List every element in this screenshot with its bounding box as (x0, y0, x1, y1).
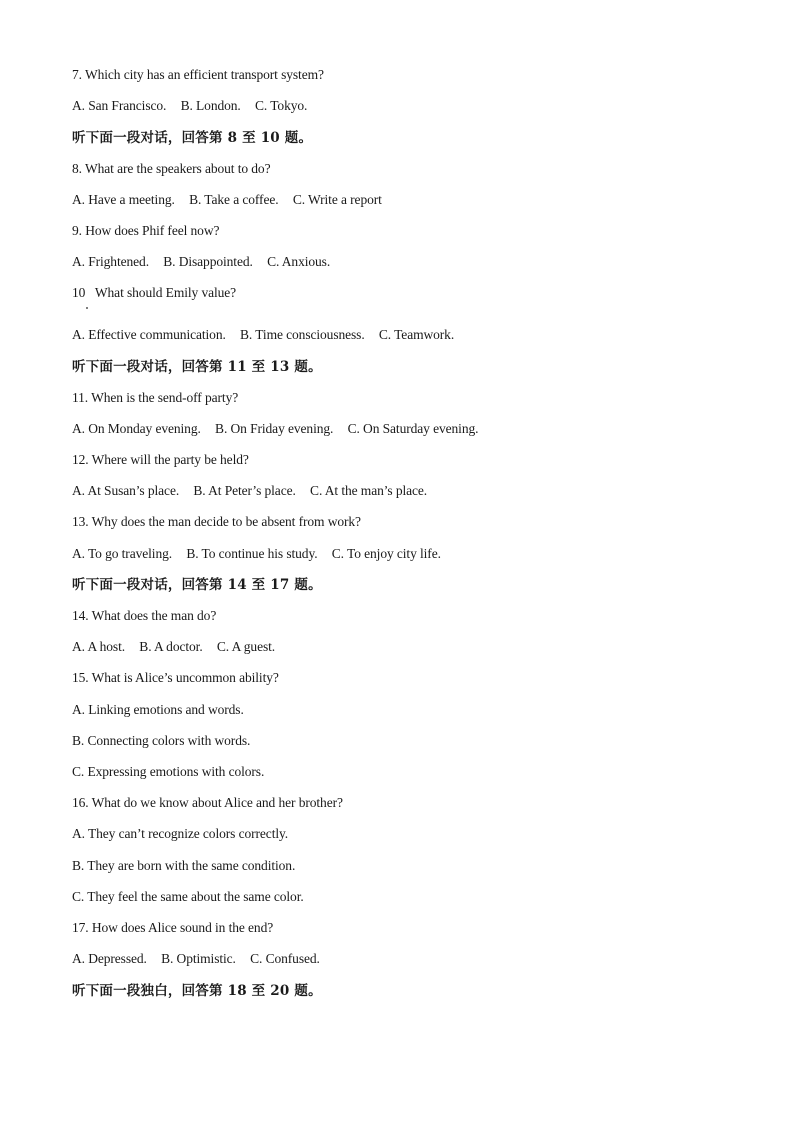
options-9 (72, 253, 341, 271)
question-14: 14. What does the man do? (72, 608, 217, 623)
question-13: 13. Why does the man decide to be absent from work? (72, 514, 361, 529)
option-15c: C. Expressing emotions with colors. (72, 764, 265, 779)
options-17 (72, 950, 331, 968)
question-8: 8. What are the speakers about to do? (72, 161, 271, 176)
options-10 (72, 326, 465, 344)
option-16c: C. They feel the same about the same color. (72, 889, 304, 904)
section-heading-8-10: 听下面一段对话，回答第 8 至 10 题。 (72, 130, 313, 146)
option-9a: A. Frightened. (72, 254, 149, 269)
option-16a: A. They can’t recognize colors correctly. (72, 826, 289, 841)
option-13c: C. To enjoy city life. (331, 546, 441, 561)
option-13a: A. To go traveling. (72, 546, 173, 561)
option-8c: C. Write a report (292, 192, 382, 207)
question-11: 11. When is the send-off party? (72, 390, 239, 405)
option-10a: A. Effective communication. (72, 327, 226, 342)
option-11a: A. On Monday evening. (72, 421, 201, 436)
option-14c: C. A guest. (216, 639, 276, 654)
option-8b: B. Take a coffee. (189, 192, 279, 207)
option-8a: A. Have a meeting. (72, 192, 175, 207)
options-12 (72, 482, 438, 500)
option-7b: B. London. (180, 98, 241, 113)
section-heading-18-20: 听下面一段独白，回答第 18 至 20 题。 (72, 983, 322, 999)
option-12c: C. At the man’s place. (310, 483, 428, 498)
option-9c: C. Anxious. (267, 254, 331, 269)
question-10: 10 What should Emily value? (72, 285, 237, 300)
question-12: 12. Where will the party be held? (72, 452, 249, 467)
question-7: 7. Which city has an efficient transport system? (72, 67, 324, 82)
option-10b: B. Time consciousness. (240, 327, 365, 342)
option-15a: A. Linking emotions and words. (72, 702, 244, 717)
option-15b: B. Connecting colors with words. (72, 733, 251, 748)
options-13 (72, 545, 452, 563)
question-15: 15. What is Alice’s uncommon ability? (72, 670, 279, 685)
options-11 (72, 420, 489, 438)
option-16b: B. They are born with the same condition. (72, 858, 296, 873)
option-7a: A. San Francisco. (72, 98, 167, 113)
section-heading-14-17: 听下面一段对话，回答第 14 至 17 题。 (72, 577, 322, 593)
question-17: 17. How does Alice sound in the end? (72, 920, 274, 935)
option-14b: B. A doctor. (139, 639, 203, 654)
options-8 (72, 191, 393, 209)
question-16: 16. What do we know about Alice and her brother? (72, 795, 343, 810)
options-7 (72, 97, 318, 115)
option-12b: B. At Peter’s place. (193, 483, 296, 498)
option-13b: B. To continue his study. (186, 546, 318, 561)
option-11b: B. On Friday evening. (215, 421, 334, 436)
option-10c: C. Teamwork. (378, 327, 455, 342)
section-heading-11-13: 听下面一段对话，回答第 11 至 13 题。 (72, 359, 322, 375)
option-17c: C. Confused. (250, 951, 320, 966)
option-7c: C. Tokyo. (255, 98, 308, 113)
option-9b: B. Disappointed. (163, 254, 253, 269)
option-12a: A. At Susan’s place. (72, 483, 180, 498)
stray-mark (86, 307, 88, 309)
option-14a: A. A host. (72, 639, 126, 654)
options-14 (72, 638, 286, 656)
option-17a: A. Depressed. (72, 951, 147, 966)
option-11c: C. On Saturday evening. (347, 421, 479, 436)
question-9: 9. How does Phif feel now? (72, 223, 220, 238)
option-17b: B. Optimistic. (161, 951, 236, 966)
